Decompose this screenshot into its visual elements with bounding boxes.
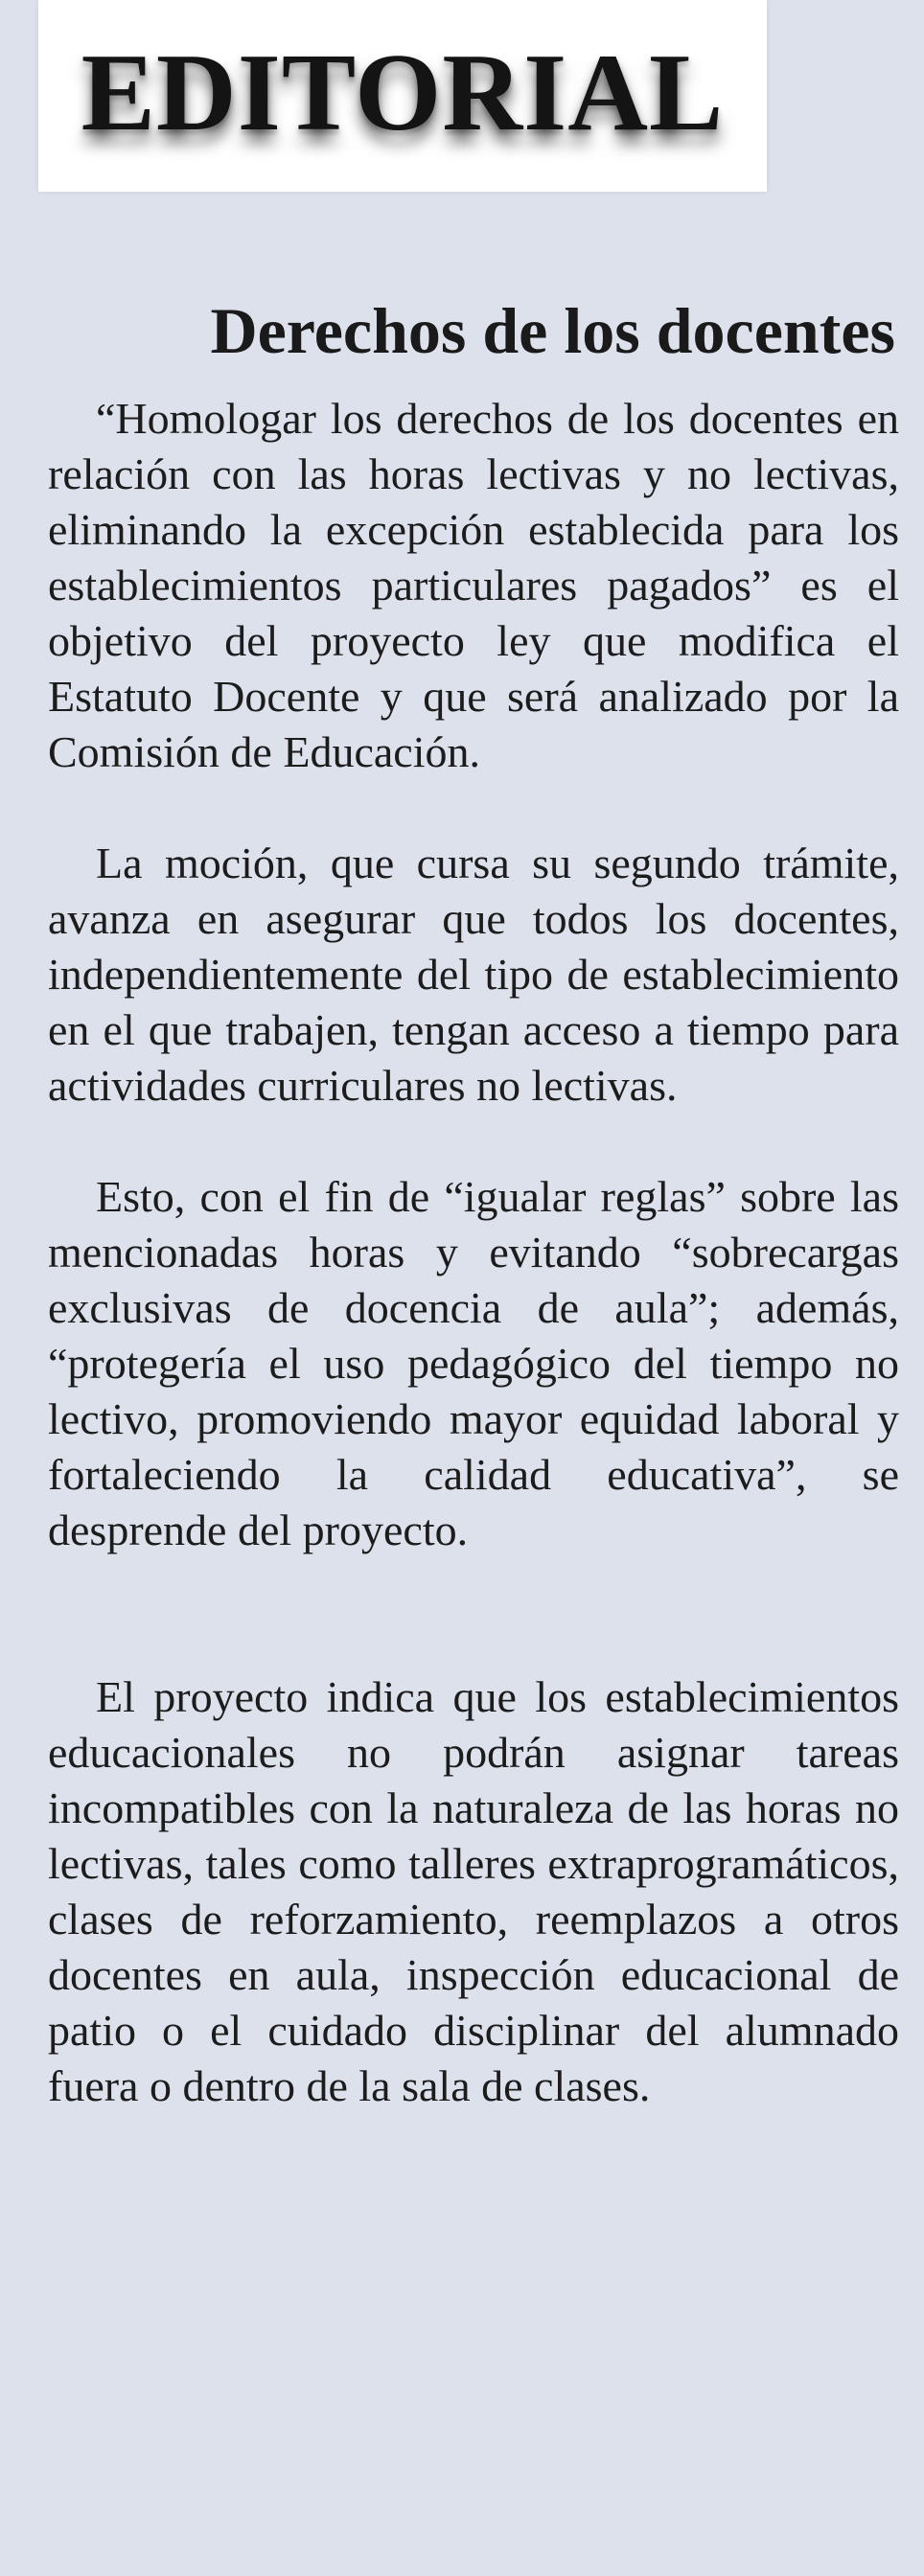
article-body bbox=[48, 391, 899, 2114]
paragraph-3: Esto, con el fin de “igualar reglas” sobre las mencionadas horas y evitando “sobrecargas exclusivas de docencia de aula”; además, “protegería el uso pedagógico del tiempo no lectivo, promoviendo mayor equidad laboral y fortaleciendo la calidad educativa”, se desprende del proyecto. bbox=[48, 1172, 899, 1554]
paragraph-2: La moción, que cursa su segundo trámite, avanza en asegurar que todos los docentes, independientemente del tipo de establecimiento en el que trabajen, tengan acceso a tiempo para actividades curriculares no lectivas. bbox=[48, 839, 899, 1110]
masthead-title: EDITORIAL bbox=[81, 32, 725, 154]
masthead-box bbox=[38, 0, 767, 192]
article-headline: Derechos de los docentes bbox=[210, 294, 895, 367]
paragraph-1: “Homologar los derechos de los docentes en relación con las horas lectivas y no lectivas, eliminando la excepción establecida para los establecimientos particulares pagados” es el objetivo del proyecto ley que modifica el Estatuto Docente y que será analizado por la Comisión de Educación. bbox=[48, 394, 899, 776]
paragraph-4: El proyecto indica que los establecimientos educacionales no podrán asignar tareas incompatibles con la naturaleza de las horas no lectivas, tales como talleres extraprogramáticos, clases de reforzamiento, reemplazos a otros docentes en aula, inspección educacional de patio o el cuidado disciplinar del alumnado fuera o dentro de la sala de clases. bbox=[48, 1672, 899, 2110]
